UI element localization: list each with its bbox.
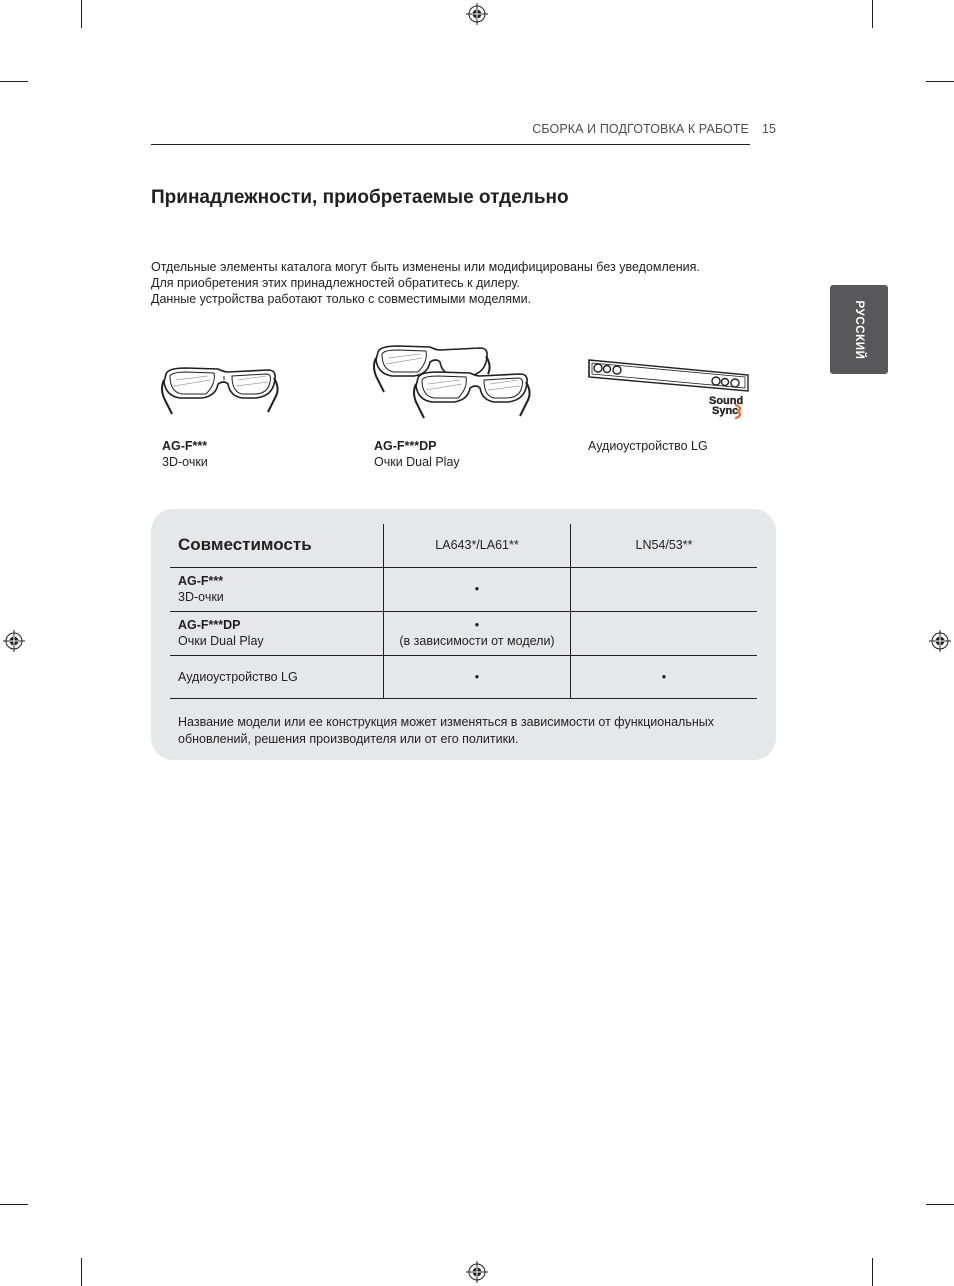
table-row-label <box>178 669 298 685</box>
registration-mark-icon <box>466 3 488 25</box>
table-row-name: Очки Dual Play <box>178 634 264 648</box>
table-row-label <box>178 573 224 605</box>
sound-bar-image <box>586 357 752 421</box>
language-tab-label: РУССКИЙ <box>853 299 865 360</box>
sound-sync-logo-word: Sound <box>709 395 744 407</box>
product-label <box>374 438 460 470</box>
intro-line: Отдельные элементы каталога могут быть изменены или модифицированы без уведомления. <box>151 260 700 274</box>
product-name: Аудиоустройство LG <box>588 439 708 453</box>
running-header-chapter: СБОРКА И ПОДГОТОВКА К РАБОТЕ <box>532 122 749 136</box>
intro-text <box>151 259 700 307</box>
crop-mark-bottom-right-v <box>872 1258 873 1286</box>
table-row-divider <box>170 611 757 612</box>
registration-mark-icon <box>466 1261 488 1283</box>
product-label <box>588 438 708 454</box>
header-divider <box>151 144 750 145</box>
table-cell: • <box>474 670 480 684</box>
table-column-header: LA643*/LA61** <box>435 538 519 552</box>
product-name: Очки Dual Play <box>374 455 460 469</box>
product-model: AG-F***DP <box>374 439 437 453</box>
sound-sync-logo-word: Sync <box>712 405 739 417</box>
section-title: Принадлежности, приобретаемые отдельно <box>151 187 569 208</box>
intro-line: Данные устройства работают только с совместимыми моделями. <box>151 292 532 306</box>
table-header-divider <box>170 567 757 568</box>
registration-mark-icon <box>3 630 25 652</box>
table-cell-mark: • <box>474 618 480 632</box>
table-row-name: Аудиоустройство LG <box>178 670 298 684</box>
table-row-name: 3D-очки <box>178 590 224 604</box>
crop-mark-top-left-v <box>81 0 82 28</box>
compatibility-note <box>178 714 768 747</box>
3d-glasses-image <box>158 362 280 420</box>
note-line: Название модели или ее конструкция может изменяться в зависимости от функциональных <box>178 715 714 729</box>
product-name: 3D-очки <box>162 455 208 469</box>
compatibility-title: Совместимость <box>178 535 312 554</box>
registration-mark-icon <box>929 630 951 652</box>
table-row-divider <box>170 655 757 656</box>
crop-mark-top-right-v <box>872 0 873 28</box>
product-label <box>162 438 208 470</box>
intro-line: Для приобретения этих принадлежностей обратитесь к дилеру. <box>151 276 520 290</box>
crop-mark-bottom-right-h <box>926 1204 954 1205</box>
crop-mark-top-right-h <box>926 81 954 82</box>
page-number: 15 <box>762 122 776 136</box>
table-cell: • <box>661 670 667 684</box>
crop-mark-bottom-left-h <box>0 1204 28 1205</box>
table-row-divider <box>170 698 757 699</box>
product-model: AG-F*** <box>162 439 208 453</box>
table-cell <box>384 617 570 649</box>
language-tab <box>830 285 888 374</box>
note-line: обновлений, решения производителя или от его политики. <box>178 731 519 746</box>
table-row-model: AG-F*** <box>178 574 224 588</box>
crop-mark-top-left-h <box>0 81 28 82</box>
crop-mark-bottom-left-v <box>81 1258 82 1286</box>
table-column-header: LN54/53** <box>635 538 693 552</box>
table-cell-note: (в зависимости от модели) <box>399 634 555 648</box>
dual-play-glasses-image <box>370 342 532 422</box>
table-row-model: AG-F***DP <box>178 618 241 632</box>
table-cell: • <box>474 582 480 596</box>
table-row-label <box>178 617 264 649</box>
